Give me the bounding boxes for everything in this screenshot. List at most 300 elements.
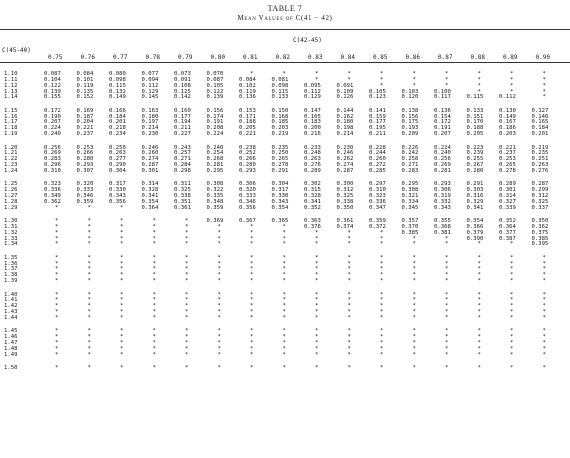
- table-cell: *: [282, 229, 286, 236]
- table-cell: *: [152, 351, 156, 358]
- table-cell: 0.310: [44, 167, 61, 174]
- table-cell: *: [185, 351, 189, 358]
- table-cell: 0.359: [76, 198, 94, 205]
- table-cell: 0.363: [304, 218, 321, 224]
- table-cell: *: [152, 345, 156, 352]
- table-cell: 0.307: [76, 167, 94, 174]
- table-cell: *: [87, 278, 91, 285]
- table-cell: *: [120, 241, 124, 248]
- table-cell: *: [152, 291, 156, 298]
- table-cell: 0.172: [434, 119, 451, 126]
- table-cell: *: [315, 339, 319, 346]
- column-header: 0.89: [503, 54, 518, 61]
- table-cell: *: [120, 303, 124, 310]
- table-cell: *: [185, 297, 189, 304]
- table-cell: *: [347, 291, 351, 298]
- table-cell: *: [120, 328, 124, 335]
- table-cell: *: [477, 339, 481, 346]
- table-cell: 0.354: [466, 218, 484, 224]
- table-cell: 0.308: [206, 181, 224, 188]
- table-cell: 0.214: [141, 125, 159, 132]
- table-cell: *: [412, 334, 416, 341]
- table-cell: 0.343: [109, 192, 126, 199]
- table-cell: 0.186: [499, 125, 516, 132]
- table-cell: *: [347, 254, 351, 261]
- table-cell: *: [445, 260, 449, 267]
- table-cell: *: [315, 266, 319, 273]
- table-cell: *: [412, 328, 416, 335]
- table-cell: 0.323: [369, 192, 386, 199]
- table-cell: 0.297: [369, 181, 386, 188]
- table-cell: 0.109: [336, 88, 354, 95]
- table-cell: 0.115: [109, 82, 126, 89]
- table-cell: *: [542, 88, 546, 95]
- table-cell: *: [510, 365, 514, 371]
- table-cell: *: [542, 266, 546, 273]
- table-cell: 0.219: [271, 131, 289, 138]
- table-cell: 0.172: [44, 107, 61, 114]
- table-cell: *: [412, 314, 416, 321]
- table-cell: 0.325: [531, 198, 549, 205]
- table-cell: *: [152, 241, 156, 248]
- table-cell: *: [315, 334, 319, 341]
- table-cell: *: [477, 309, 481, 316]
- table-cell: 0.266: [76, 150, 94, 157]
- column-header: 0.83: [308, 54, 323, 61]
- table-cell: *: [152, 314, 156, 321]
- table-cell: 0.233: [304, 144, 321, 151]
- table-cell: 0.246: [141, 144, 159, 151]
- table-cell: 0.091: [336, 82, 354, 89]
- table-cell: 0.081: [271, 76, 289, 83]
- table-cell: *: [152, 303, 156, 310]
- row-label: 1.48: [4, 345, 18, 352]
- table-cell: *: [445, 266, 449, 273]
- column-header: 0.80: [210, 54, 225, 61]
- table-cell: 0.356: [109, 198, 126, 205]
- table-cell: *: [510, 278, 514, 285]
- table-cell: 0.315: [304, 187, 321, 194]
- table-cell: 0.073: [174, 71, 191, 77]
- table-cell: 0.149: [109, 94, 126, 101]
- table-cell: 0.319: [434, 192, 451, 199]
- table-cell: 0.151: [466, 113, 484, 120]
- table-cell: *: [412, 235, 416, 242]
- table-cell: 0.235: [271, 144, 289, 151]
- table-cell: 0.155: [44, 94, 61, 101]
- table-cell: 0.280: [239, 162, 256, 169]
- table-cell: *: [55, 241, 59, 248]
- table-cell: 0.159: [369, 113, 386, 120]
- table-cell: 0.221: [239, 131, 256, 138]
- table-cell: *: [185, 291, 189, 298]
- table-cell: 0.102: [239, 82, 256, 89]
- table-cell: 0.295: [401, 181, 419, 188]
- table-cell: *: [185, 334, 189, 341]
- table-cell: *: [55, 303, 59, 310]
- table-cell: 0.119: [76, 82, 94, 89]
- table-cell: *: [55, 266, 59, 273]
- table-cell: 0.125: [174, 88, 191, 95]
- table-cell: 0.219: [531, 144, 549, 151]
- table-cell: *: [87, 303, 91, 310]
- row-label: 1.14: [4, 94, 18, 101]
- row-label: 1.11: [4, 76, 18, 83]
- table-cell: 0.153: [239, 107, 256, 114]
- table-cell: 0.325: [174, 187, 191, 194]
- table-cell: *: [87, 297, 91, 304]
- table-cell: *: [380, 266, 384, 273]
- table-cell: *: [445, 334, 449, 341]
- table-cell: 0.350: [336, 204, 354, 211]
- table-cell: 0.198: [336, 125, 354, 132]
- table-cell: *: [347, 76, 351, 83]
- table-cell: 0.238: [239, 144, 256, 151]
- table-cell: 0.175: [401, 119, 419, 126]
- table-cell: 0.306: [239, 181, 256, 188]
- table-cell: 0.320: [239, 187, 256, 194]
- table-cell: *: [542, 339, 546, 346]
- table-cell: *: [55, 254, 59, 261]
- table-cell: *: [87, 235, 91, 242]
- table-cell: 0.395: [531, 241, 549, 248]
- table-cell: 0.095: [304, 82, 321, 89]
- table-cell: *: [217, 278, 221, 285]
- table-cell: *: [380, 297, 384, 304]
- table-cell: 0.221: [76, 125, 94, 132]
- table-cell: 0.377: [499, 229, 516, 236]
- row-label: 1.10: [4, 71, 18, 77]
- table-cell: 0.317: [109, 181, 126, 188]
- table-cell: 0.166: [109, 107, 126, 114]
- table-cell: 0.152: [76, 94, 94, 101]
- table-cell: *: [315, 76, 319, 83]
- table-cell: 0.339: [499, 204, 516, 211]
- table-cell: 0.304: [271, 181, 289, 188]
- table-cell: *: [282, 328, 286, 335]
- table-cell: *: [380, 314, 384, 321]
- table-title: TABLE 7: [267, 4, 303, 13]
- table-cell: 0.268: [206, 156, 224, 163]
- table-cell: 0.289: [304, 167, 321, 174]
- table-cell: *: [380, 229, 384, 236]
- table-cell: *: [445, 309, 449, 316]
- table-cell: *: [445, 365, 449, 371]
- table-cell: 0.133: [271, 94, 289, 101]
- table-cell: *: [55, 235, 59, 242]
- table-cell: 0.289: [499, 181, 516, 188]
- table-cell: 0.338: [336, 198, 354, 205]
- table-cell: *: [445, 339, 449, 346]
- table-cell: *: [445, 314, 449, 321]
- table-cell: *: [217, 345, 221, 352]
- table-cell: 0.333: [239, 192, 256, 199]
- row-label: 1.49: [4, 351, 18, 358]
- table-cell: 0.122: [44, 82, 61, 89]
- table-cell: *: [250, 345, 254, 352]
- table-cell: *: [445, 76, 449, 83]
- table-cell: 0.127: [531, 107, 549, 114]
- table-cell: *: [250, 229, 254, 236]
- table-cell: *: [412, 339, 416, 346]
- table-cell: *: [120, 351, 124, 358]
- table-cell: 0.357: [401, 218, 419, 224]
- table-cell: 0.328: [141, 187, 159, 194]
- table-cell: *: [87, 309, 91, 316]
- table-cell: 0.087: [44, 71, 61, 77]
- table-cell: *: [185, 223, 189, 230]
- table-cell: 0.214: [336, 131, 354, 138]
- table-cell: 0.337: [531, 204, 549, 211]
- table-cell: *: [510, 88, 514, 95]
- table-cell: *: [185, 303, 189, 310]
- table-cell: 0.207: [434, 131, 451, 138]
- table-cell: 0.177: [369, 119, 386, 126]
- table-cell: 0.314: [141, 181, 159, 188]
- table-cell: *: [542, 82, 546, 89]
- table-cell: *: [282, 334, 286, 341]
- table-cell: *: [217, 365, 221, 371]
- table-cell: 0.359: [369, 218, 386, 224]
- table-cell: *: [282, 303, 286, 310]
- table-cell: 0.084: [76, 71, 94, 77]
- table-cell: *: [380, 291, 384, 298]
- row-label: 1.37: [4, 266, 18, 273]
- table-cell: *: [282, 351, 286, 358]
- row-label: 1.32: [4, 229, 18, 236]
- table-cell: 0.130: [499, 107, 516, 114]
- table-cell: 0.156: [401, 113, 419, 120]
- table-cell: 0.256: [44, 144, 61, 151]
- table-cell: *: [380, 260, 384, 267]
- table-cell: *: [87, 351, 91, 358]
- table-cell: 0.255: [466, 156, 484, 163]
- table-cell: *: [87, 272, 91, 279]
- table-cell: *: [412, 297, 416, 304]
- table-cell: 0.256: [434, 156, 451, 163]
- row-label: 1.35: [4, 254, 18, 261]
- table-cell: 0.208: [206, 125, 224, 132]
- table-cell: *: [152, 309, 156, 316]
- table-cell: *: [55, 314, 59, 321]
- table-cell: 0.278: [499, 167, 516, 174]
- table-cell: 0.185: [271, 119, 289, 126]
- table-cell: *: [87, 241, 91, 248]
- table-cell: 0.385: [401, 229, 419, 236]
- table-cell: 0.112: [304, 88, 321, 95]
- table-cell: 0.115: [466, 94, 484, 101]
- table-cell: *: [250, 309, 254, 316]
- column-header: 0.77: [113, 54, 128, 61]
- row-label: 1.26: [4, 187, 18, 194]
- table-cell: 0.272: [369, 162, 386, 169]
- table-cell: *: [445, 82, 449, 89]
- table-cell: *: [217, 272, 221, 279]
- table-cell: *: [250, 266, 254, 273]
- table-cell: *: [412, 278, 416, 285]
- table-cell: 0.168: [271, 113, 289, 120]
- table-cell: 0.205: [239, 125, 256, 132]
- table-cell: 0.240: [206, 144, 224, 151]
- table-cell: 0.298: [174, 167, 191, 174]
- table-cell: 0.341: [466, 204, 484, 211]
- table-cell: 0.361: [336, 218, 354, 224]
- table-cell: *: [477, 328, 481, 335]
- table-cell: *: [282, 266, 286, 273]
- table-cell: *: [315, 345, 319, 352]
- table-cell: *: [250, 365, 254, 371]
- column-group-header: C(42-45): [293, 37, 322, 44]
- table-cell: 0.277: [109, 156, 126, 163]
- table-cell: 0.193: [401, 125, 419, 132]
- table-cell: *: [347, 314, 351, 321]
- table-cell: *: [542, 260, 546, 267]
- table-cell: *: [87, 291, 91, 298]
- column-header: 0.82: [275, 54, 290, 61]
- table-cell: *: [380, 334, 384, 341]
- table-cell: *: [347, 235, 351, 242]
- table-cell: *: [347, 345, 351, 352]
- table-cell: 0.188: [466, 125, 484, 132]
- table-cell: 0.320: [76, 181, 94, 188]
- table-cell: *: [185, 229, 189, 236]
- table-cell: *: [55, 229, 59, 236]
- row-label: 1.17: [4, 119, 18, 126]
- table-cell: *: [347, 71, 351, 77]
- table-cell: *: [510, 339, 514, 346]
- table-cell: 0.228: [369, 144, 386, 151]
- table-cell: 0.132: [109, 88, 126, 95]
- table-cell: 0.253: [76, 144, 94, 151]
- table-cell: 0.266: [239, 156, 256, 163]
- table-cell: 0.126: [336, 94, 354, 101]
- table-cell: *: [282, 297, 286, 304]
- table-cell: 0.374: [336, 223, 354, 230]
- table-cell: *: [315, 314, 319, 321]
- column-header: 0.90: [535, 54, 550, 61]
- column-header: 0.86: [405, 54, 420, 61]
- column-header: 0.81: [243, 54, 258, 61]
- table-cell: *: [477, 71, 481, 77]
- table-cell: 0.295: [206, 167, 224, 174]
- table-cell: *: [87, 365, 91, 371]
- table-cell: 0.362: [44, 198, 61, 205]
- table-cell: 0.354: [271, 204, 289, 211]
- table-cell: 0.237: [76, 131, 94, 138]
- table-cell: *: [152, 297, 156, 304]
- table-cell: *: [412, 351, 416, 358]
- table-cell: 0.129: [141, 88, 159, 95]
- table-cell: *: [477, 260, 481, 267]
- table-cell: *: [120, 266, 124, 273]
- table-cell: *: [55, 351, 59, 358]
- table-cell: *: [217, 334, 221, 341]
- row-label: 1.44: [4, 314, 18, 321]
- table-cell: *: [282, 314, 286, 321]
- table-cell: *: [55, 345, 59, 352]
- column-header: 0.85: [373, 54, 388, 61]
- table-cell: 0.136: [434, 107, 451, 114]
- table-cell: *: [185, 309, 189, 316]
- table-cell: *: [120, 223, 124, 230]
- table-cell: 0.237: [499, 150, 516, 157]
- table-cell: 0.372: [369, 223, 386, 230]
- table-cell: *: [217, 351, 221, 358]
- table-cell: *: [217, 266, 221, 273]
- table-cell: *: [380, 345, 384, 352]
- table-cell: *: [250, 334, 254, 341]
- table-cell: 0.207: [44, 119, 61, 126]
- table-cell: 0.260: [141, 150, 159, 157]
- table-cell: 0.300: [336, 181, 354, 188]
- table-cell: 0.343: [271, 198, 289, 205]
- table-cell: *: [87, 266, 91, 273]
- table-cell: 0.105: [369, 88, 386, 95]
- table-cell: 0.239: [466, 150, 484, 157]
- table-cell: *: [380, 254, 384, 261]
- table-cell: *: [217, 309, 221, 316]
- table-cell: *: [510, 266, 514, 273]
- table-cell: *: [152, 339, 156, 346]
- table-cell: 0.276: [304, 162, 321, 169]
- table-cell: *: [380, 328, 384, 335]
- table-cell: 0.310: [369, 187, 386, 194]
- table-cell: *: [412, 76, 416, 83]
- table-cell: *: [282, 291, 286, 298]
- table-cell: *: [217, 328, 221, 335]
- table-cell: 0.230: [141, 131, 159, 138]
- table-cell: *: [217, 303, 221, 310]
- table-cell: *: [412, 254, 416, 261]
- column-header: 0.79: [178, 54, 193, 61]
- table-cell: *: [412, 291, 416, 298]
- table-cell: *: [250, 328, 254, 335]
- table-cell: *: [477, 82, 481, 89]
- table-cell: 0.390: [466, 235, 484, 242]
- table-cell: *: [120, 291, 124, 298]
- table-cell: 0.296: [44, 162, 61, 169]
- table-cell: *: [282, 223, 286, 230]
- table-cell: 0.284: [174, 162, 191, 169]
- table-cell: *: [510, 241, 514, 248]
- table-cell: *: [380, 339, 384, 346]
- table-cell: *: [250, 71, 254, 77]
- table-cell: 0.117: [434, 94, 451, 101]
- table-cell: 0.242: [401, 150, 419, 157]
- table-cell: 0.180: [336, 119, 354, 126]
- table-cell: *: [250, 241, 254, 248]
- table-cell: *: [380, 82, 384, 89]
- table-cell: 0.308: [401, 187, 419, 194]
- table-cell: 0.299: [531, 187, 549, 194]
- table-cell: 0.145: [141, 94, 159, 101]
- row-label: 1.31: [4, 223, 18, 230]
- table-cell: *: [542, 272, 546, 279]
- table-cell: *: [445, 254, 449, 261]
- table-cell: *: [315, 278, 319, 285]
- table-cell: 0.269: [434, 162, 451, 169]
- table-cell: 0.314: [499, 192, 516, 199]
- table-cell: 0.146: [531, 113, 549, 120]
- table-cell: *: [152, 229, 156, 236]
- table-cell: 0.262: [336, 156, 354, 163]
- table-cell: *: [542, 297, 546, 304]
- table-cell: *: [185, 254, 189, 261]
- row-label: 1.25: [4, 181, 18, 188]
- table-cell: 0.141: [369, 107, 386, 114]
- row-label: 1.12: [4, 82, 18, 89]
- table-cell: *: [380, 278, 384, 285]
